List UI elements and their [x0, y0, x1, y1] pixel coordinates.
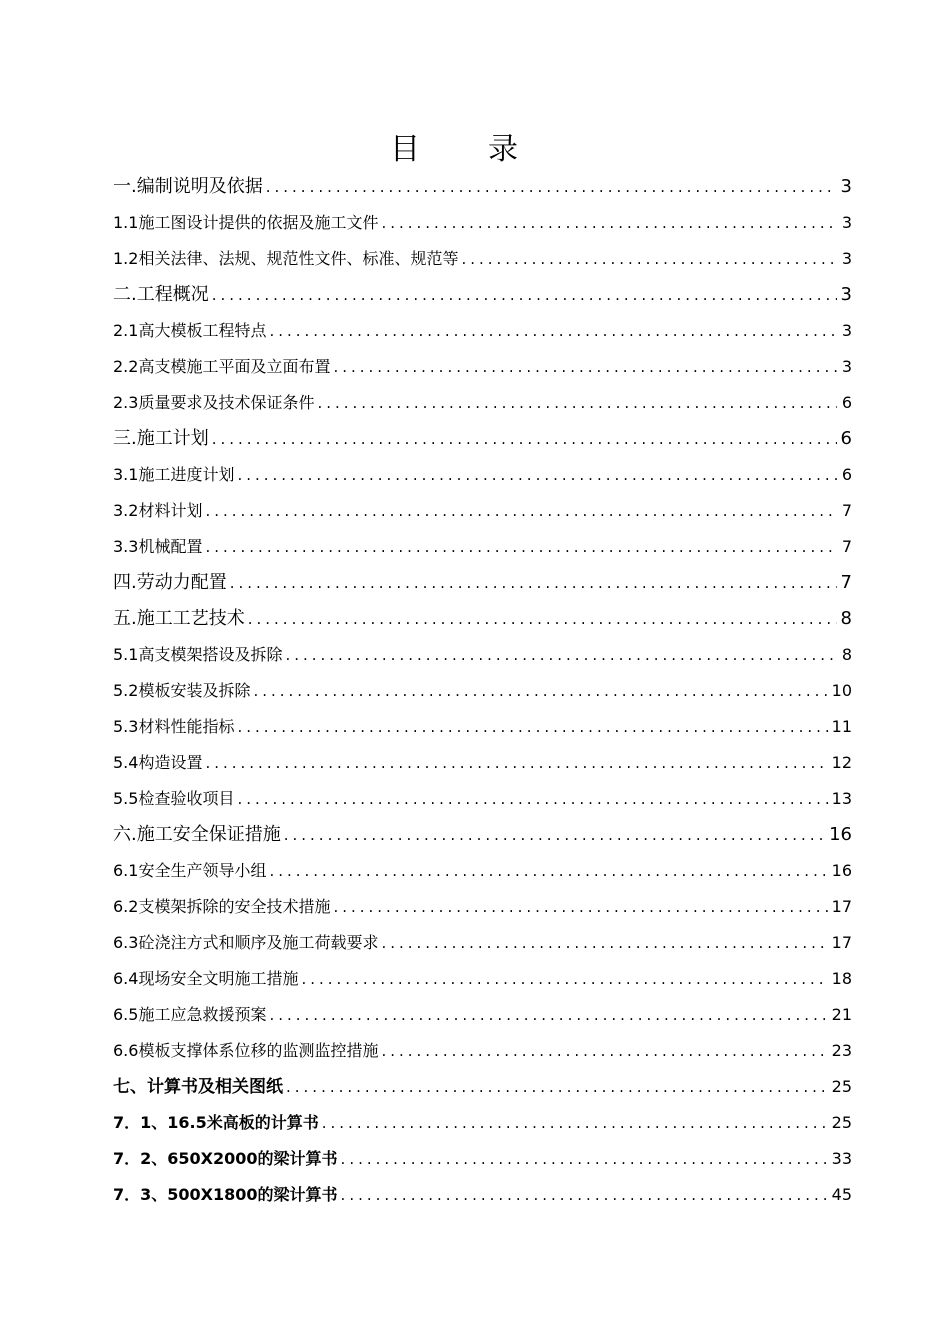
toc-dot-leader	[317, 388, 837, 418]
toc-dot-leader	[266, 172, 837, 202]
toc-entry-label: 2.3质量要求及技术保证条件	[113, 393, 315, 412]
toc-dot-leader	[301, 964, 828, 994]
toc-entry[interactable]	[113, 568, 852, 604]
toc-entry-label: 5.4构造设置	[113, 753, 203, 772]
toc-entry[interactable]	[113, 820, 852, 856]
toc-entry-label: 5.1高支模架搭设及拆除	[113, 645, 283, 664]
toc-entry-page-number: 17	[831, 897, 852, 916]
toc-entry-page-number: 10	[831, 681, 852, 700]
toc-entry-label: 七、计算书及相关图纸	[113, 1077, 283, 1097]
toc-dot-leader	[269, 856, 828, 886]
toc-entry-page-number: 7	[840, 572, 852, 593]
toc-entry[interactable]	[113, 460, 852, 496]
table-of-contents	[113, 172, 852, 1216]
toc-entry-label: 6.6模板支撑体系位移的监测监控措施	[113, 1041, 379, 1060]
toc-entry-label: 7．1、16.5米高板的计算书	[113, 1113, 319, 1132]
toc-entry-page-number: 16	[829, 824, 852, 845]
toc-dot-leader	[285, 640, 837, 670]
toc-entry[interactable]	[113, 1000, 852, 1036]
toc-title: 目录	[390, 132, 586, 167]
toc-entry[interactable]	[113, 928, 852, 964]
toc-entry-label: 5.5检查验收项目	[113, 789, 235, 808]
toc-entry[interactable]	[113, 676, 852, 712]
toc-entry[interactable]	[113, 1180, 852, 1216]
toc-dot-leader	[269, 316, 837, 346]
toc-entry-page-number: 7	[841, 537, 852, 556]
toc-entry-label: 3.1施工进度计划	[113, 465, 235, 484]
toc-entry-page-number: 13	[831, 789, 852, 808]
toc-dot-leader	[341, 1180, 829, 1210]
toc-entry-label: 1.2相关法律、法规、规范性文件、标准、规范等	[113, 249, 459, 268]
toc-entry-label: 五.施工工艺技术	[113, 608, 245, 629]
toc-entry[interactable]	[113, 208, 852, 244]
toc-entry-label: 一.编制说明及依据	[113, 176, 263, 197]
toc-dot-leader	[253, 676, 828, 706]
toc-dot-leader	[248, 604, 837, 634]
toc-entry-label: 3.3机械配置	[113, 537, 203, 556]
toc-entry-label: 2.2高支模施工平面及立面布置	[113, 357, 331, 376]
toc-entry-label: 5.2模板安装及拆除	[113, 681, 251, 700]
toc-entry-label: 7．3、500X1800的梁计算书	[113, 1185, 338, 1204]
toc-entry-page-number: 6	[841, 393, 852, 412]
toc-entry-label: 1.1施工图设计提供的依据及施工文件	[113, 213, 379, 232]
toc-entry-label: 7．2、650X2000的梁计算书	[113, 1149, 338, 1168]
toc-entry[interactable]	[113, 640, 852, 676]
toc-entry[interactable]	[113, 388, 852, 424]
toc-entry-page-number: 18	[831, 969, 852, 988]
toc-entry-label: 六.施工安全保证措施	[113, 824, 281, 845]
toc-entry[interactable]	[113, 964, 852, 1000]
toc-entry-label: 二.工程概况	[113, 284, 209, 305]
toc-entry[interactable]	[113, 352, 852, 388]
toc-dot-leader	[284, 820, 826, 850]
toc-entry-label: 5.3材料性能指标	[113, 717, 235, 736]
toc-entry[interactable]	[113, 496, 852, 532]
toc-dot-leader	[205, 748, 828, 778]
toc-entry[interactable]	[113, 1072, 852, 1108]
toc-entry[interactable]	[113, 424, 852, 460]
toc-dot-leader	[205, 496, 837, 526]
toc-entry[interactable]	[113, 316, 852, 352]
toc-dot-leader	[341, 1144, 829, 1174]
toc-entry-label: 6.1安全生产领导小组	[113, 861, 267, 880]
toc-entry-page-number: 6	[840, 428, 852, 449]
toc-entry[interactable]	[113, 244, 852, 280]
toc-entry[interactable]	[113, 748, 852, 784]
toc-entry-page-number: 7	[841, 501, 852, 520]
toc-entry-page-number: 33	[831, 1149, 852, 1168]
toc-dot-leader	[286, 1072, 829, 1102]
toc-entry-page-number: 3	[841, 321, 852, 340]
toc-dot-leader	[381, 208, 837, 238]
toc-dot-leader	[322, 1108, 829, 1138]
toc-entry-label: 6.3砼浇注方式和顺序及施工荷载要求	[113, 933, 379, 952]
toc-dot-leader	[333, 892, 828, 922]
toc-entry[interactable]	[113, 856, 852, 892]
toc-entry-page-number: 23	[831, 1041, 852, 1060]
toc-entry-label: 6.4现场安全文明施工措施	[113, 969, 299, 988]
toc-entry-page-number: 25	[831, 1113, 852, 1132]
toc-entry-page-number: 3	[841, 357, 852, 376]
toc-dot-leader	[237, 460, 837, 490]
toc-entry-label: 6.5施工应急救援预案	[113, 1005, 267, 1024]
toc-dot-leader	[461, 244, 837, 274]
toc-entry-page-number: 25	[831, 1077, 852, 1096]
toc-entry[interactable]	[113, 1108, 852, 1144]
toc-dot-leader	[205, 532, 837, 562]
toc-entry-page-number: 21	[831, 1005, 852, 1024]
toc-dot-leader	[333, 352, 837, 382]
toc-dot-leader	[269, 1000, 828, 1030]
toc-entry-page-number: 6	[841, 465, 852, 484]
toc-entry-label: 6.2支模架拆除的安全技术措施	[113, 897, 331, 916]
toc-entry[interactable]	[113, 604, 852, 640]
toc-entry-page-number: 45	[831, 1185, 852, 1204]
toc-entry-page-number: 3	[840, 284, 852, 305]
toc-entry-page-number: 17	[831, 933, 852, 952]
toc-entry-page-number: 12	[831, 753, 852, 772]
toc-entry[interactable]	[113, 280, 852, 316]
toc-entry-page-number: 3	[841, 213, 852, 232]
toc-dot-leader	[237, 712, 828, 742]
toc-entry-label: 3.2材料计划	[113, 501, 203, 520]
toc-entry[interactable]	[113, 712, 852, 748]
toc-entry-page-number: 16	[831, 861, 852, 880]
toc-dot-leader	[230, 568, 837, 598]
toc-entry-label: 2.1高大模板工程特点	[113, 321, 267, 340]
toc-dot-leader	[212, 424, 837, 454]
toc-entry-page-number: 3	[841, 249, 852, 268]
toc-entry-page-number: 3	[840, 176, 852, 197]
toc-entry[interactable]	[113, 532, 852, 568]
toc-dot-leader	[381, 1036, 828, 1066]
toc-dot-leader	[381, 928, 828, 958]
toc-entry-label: 三.施工计划	[113, 428, 209, 449]
toc-entry[interactable]	[113, 892, 852, 928]
toc-entry-page-number: 11	[831, 717, 852, 736]
toc-entry[interactable]	[113, 1144, 852, 1180]
toc-entry-label: 四.劳动力配置	[113, 572, 227, 593]
toc-dot-leader	[237, 784, 828, 814]
toc-entry-page-number: 8	[840, 608, 852, 629]
toc-entry[interactable]	[113, 172, 852, 208]
toc-entry-page-number: 8	[841, 645, 852, 664]
toc-entry[interactable]	[113, 784, 852, 820]
toc-dot-leader	[212, 280, 837, 310]
toc-entry[interactable]	[113, 1036, 852, 1072]
